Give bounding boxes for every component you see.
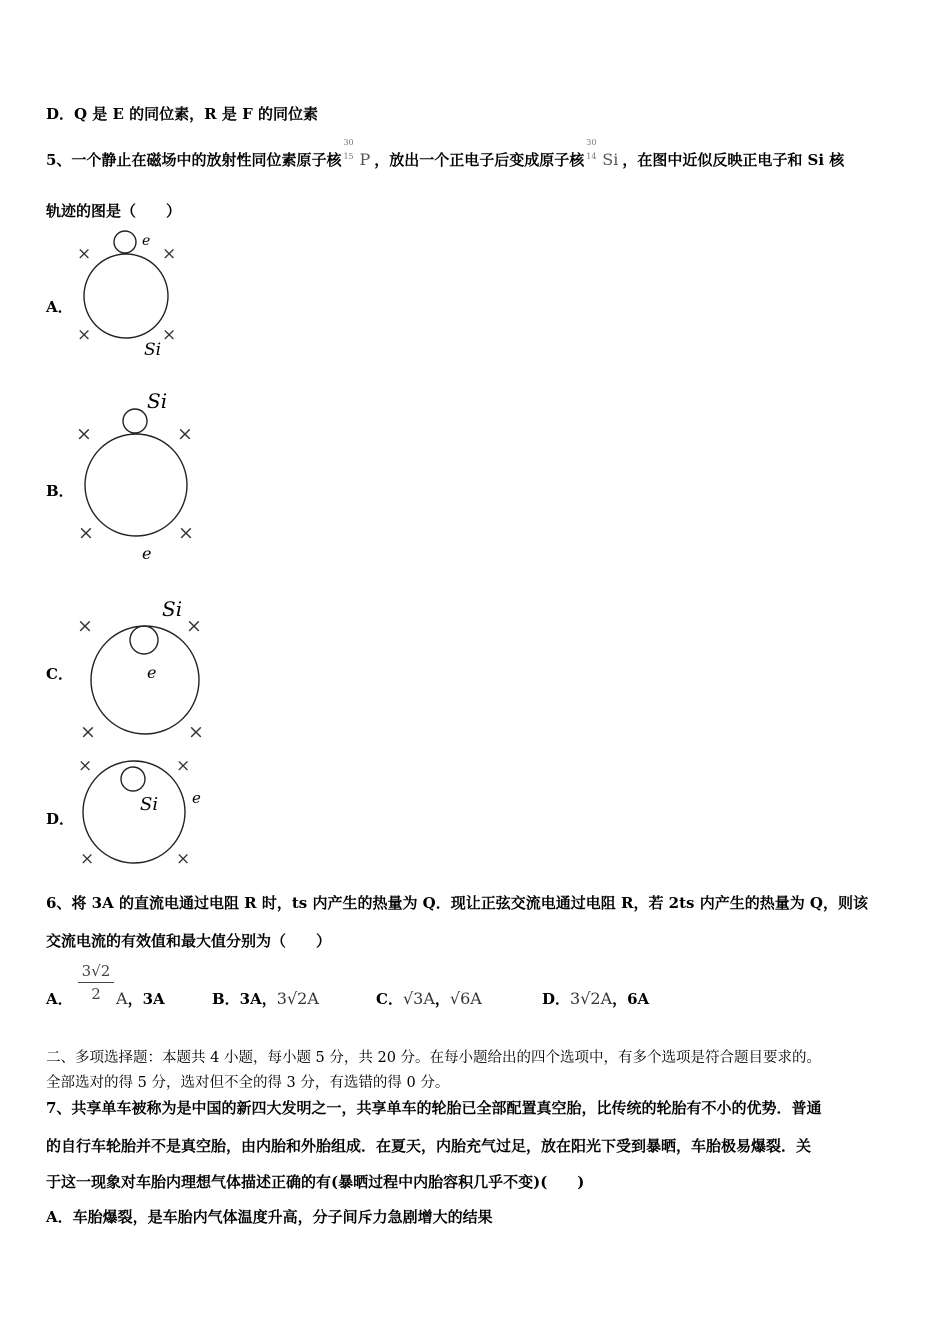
- small-track-label: Si: [147, 389, 168, 413]
- si-mass-number: 30: [586, 138, 597, 147]
- option-a-value: ，3A: [127, 990, 165, 1008]
- option-d-label: D．: [542, 990, 571, 1008]
- prev-option-d: D．Q 是 E 的同位素，R 是 F 的同位素: [46, 105, 318, 123]
- q5-option-a-figure[interactable]: [70, 225, 200, 365]
- q5-stem-part3: ，在图中近似反映正电子和 Si 核: [622, 151, 845, 169]
- q5-stem-line1: [46, 138, 845, 170]
- q6-option-a-label[interactable]: A．: [46, 990, 73, 1008]
- cross-mark: ×: [80, 849, 95, 869]
- p-symbol: P: [359, 150, 371, 169]
- q6-stem-line2: 交流电流的有效值和最大值分别为（ ）: [46, 932, 332, 950]
- cross-mark: ×: [78, 522, 94, 544]
- unit-a: A: [116, 989, 128, 1008]
- section2-line2: 全部选对的得 5 分，选对但不全的得 3 分，有选错的得 0 分。: [46, 1075, 450, 1091]
- small-circle: [130, 626, 158, 654]
- option-d-value: 3√2A: [570, 989, 613, 1008]
- option-c-value-1: √3A: [402, 989, 435, 1008]
- fraction-numerator: 3√2: [78, 962, 114, 983]
- cross-mark: ×: [77, 325, 92, 345]
- option-b-label: B．3A，: [212, 990, 277, 1008]
- q6-option-b[interactable]: [212, 988, 319, 1009]
- cross-mark: ×: [176, 849, 191, 869]
- q5-option-d-figure[interactable]: [70, 750, 220, 875]
- q7-line2: 的自行车轮胎并不是真空胎，由内胎和外胎组成．在夏天，内胎充气过足，放在阳光下受到暴晒，车胎极易爆裂．关: [46, 1137, 812, 1155]
- cross-mark: ×: [76, 423, 92, 445]
- section2-line1: 二、多项选择题：本题共 4 小题，每小题 5 分，共 20 分。在每小题给出的四个选项中，有多个选项是符合题目要求的。: [46, 1050, 822, 1066]
- large-circle: [91, 626, 199, 734]
- q6-option-a-rest[interactable]: [116, 988, 165, 1009]
- large-circle: [84, 254, 168, 338]
- cross-mark: ×: [77, 244, 92, 264]
- large-track-label: Si: [144, 340, 162, 360]
- q5-option-c-figure[interactable]: [70, 592, 220, 752]
- option-b-value: 3√2A: [276, 989, 319, 1008]
- q7-line1: 7、共享单车被称为是中国的新四大发明之一，共享单车的轮胎已全部配置真空胎，比传统的轮胎有不小的优势．普通: [46, 1099, 822, 1117]
- cross-mark: ×: [77, 615, 93, 637]
- option-c-value-2: √6A: [449, 989, 482, 1008]
- q5-option-c-label[interactable]: C．: [46, 665, 73, 683]
- small-track-label: e: [142, 233, 151, 249]
- q5-option-b-label[interactable]: B．: [46, 482, 74, 500]
- q5-stem-part1: 5、一个静止在磁场中的放射性同位素原子核: [46, 151, 342, 169]
- q5-stem-part2: ，放出一个正电子后变成原子核: [374, 151, 585, 169]
- fraction-denominator: 2: [91, 985, 101, 1003]
- cross-mark: ×: [162, 244, 177, 264]
- small-circle: [114, 231, 136, 253]
- cross-mark: ×: [162, 325, 177, 345]
- q6-option-c[interactable]: [376, 988, 482, 1009]
- q5-option-b-figure[interactable]: [70, 383, 210, 568]
- q6-option-a-fraction[interactable]: [78, 962, 114, 1003]
- small-track-label: Si: [162, 597, 183, 621]
- large-track-label: e: [192, 789, 201, 807]
- phosphorus-nuclide: [343, 138, 371, 169]
- q5-option-a-label[interactable]: A．: [46, 298, 73, 316]
- small-circle: [121, 767, 145, 791]
- large-circle: [85, 434, 187, 536]
- p-atomic-number: 15: [343, 152, 354, 161]
- cross-mark: ×: [78, 756, 93, 776]
- cross-mark: ×: [80, 721, 96, 743]
- option-d-rest: ，6A: [612, 990, 650, 1008]
- q7-line3: 于这一现象对车胎内理想气体描述正确的有(暴晒过程中内胎容积几乎不变)( ): [46, 1173, 585, 1191]
- q5-stem-line2: 轨迹的图是（ ）: [46, 202, 182, 220]
- q6-stem-line1: 6、将 3A 的直流电通过电阻 R 时，ts 内产生的热量为 Q．现让正弦交流电通过电阻 R，若 2ts 内产生的热量为 Q，则该: [46, 894, 868, 912]
- large-track-label: e: [147, 663, 157, 682]
- q7-option-a[interactable]: A．车胎爆裂，是车胎内气体温度升高，分子间斥力急剧增大的结果: [46, 1208, 493, 1226]
- option-c-label: C．: [376, 990, 403, 1008]
- cross-mark: ×: [176, 756, 191, 776]
- silicon-nuclide: [586, 138, 619, 169]
- large-circle: [83, 761, 185, 863]
- cross-mark: ×: [186, 615, 202, 637]
- large-track-label: e: [142, 544, 152, 563]
- si-symbol: Si: [602, 150, 619, 169]
- cross-mark: ×: [178, 522, 194, 544]
- p-mass-number: 30: [343, 138, 354, 147]
- small-track-label: Si: [140, 794, 159, 815]
- q5-option-d-label[interactable]: D．: [46, 810, 75, 828]
- small-circle: [123, 409, 147, 433]
- cross-mark: ×: [177, 423, 193, 445]
- option-c-sep: ，: [434, 990, 450, 1008]
- si-atomic-number: 14: [586, 152, 597, 161]
- q6-option-d[interactable]: [542, 988, 649, 1009]
- cross-mark: ×: [188, 721, 204, 743]
